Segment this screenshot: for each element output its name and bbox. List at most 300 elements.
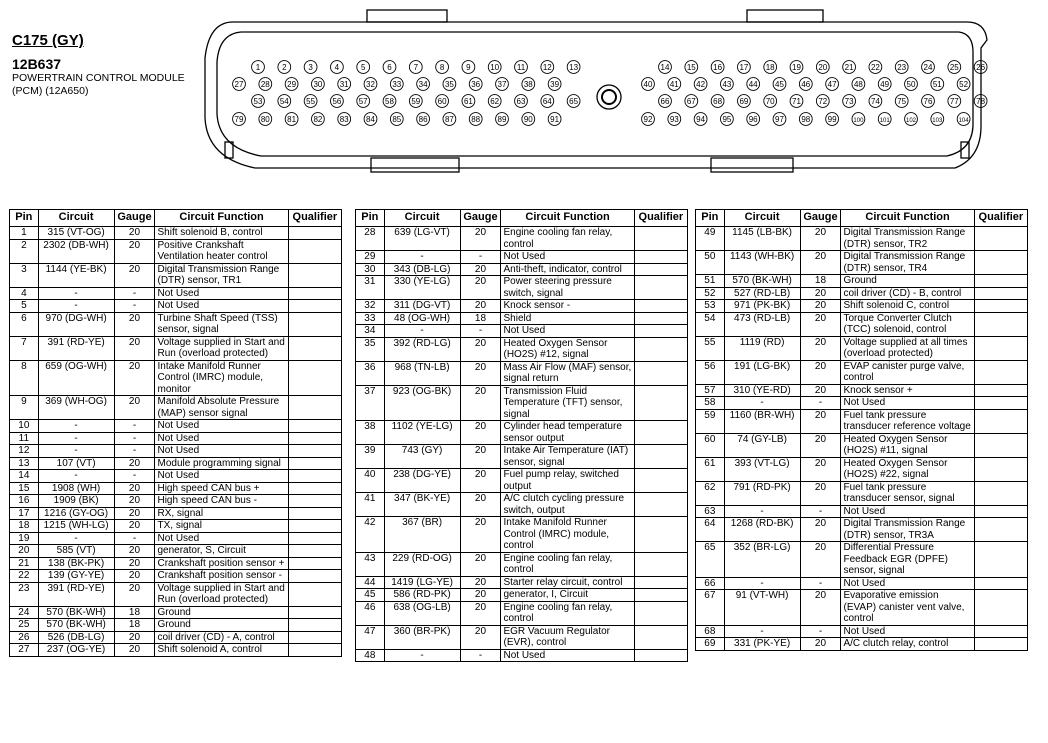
table-row (356, 625, 688, 649)
cell-circuit: 570 (BK-WH) (724, 275, 800, 288)
cell-pin: 48 (356, 649, 385, 662)
table-row (696, 518, 1028, 542)
cell-qualifier (288, 482, 341, 495)
cell-pin: 36 (356, 361, 385, 385)
cell-pin: 42 (356, 517, 385, 553)
column-header: Pin (696, 210, 725, 227)
column-header: Circuit Function (501, 210, 634, 227)
cell-pin: 44 (356, 576, 385, 589)
cell-qualifier (634, 251, 687, 264)
connector-pin-number: 33 (392, 79, 402, 89)
cell-pin: 9 (10, 396, 39, 420)
cell-circuit: - (38, 532, 114, 545)
table-row (696, 638, 1028, 651)
cell-circuit: - (384, 251, 460, 264)
connector-pin-number: 13 (569, 62, 579, 72)
table-row (696, 397, 1028, 410)
cell-circuit: 743 (GY) (384, 445, 460, 469)
connector-pin-number: 88 (471, 114, 481, 124)
connector-pin-number: 53 (253, 96, 263, 106)
cell-qualifier (288, 457, 341, 470)
table-row (356, 576, 688, 589)
cell-circuit: 392 (RD-LG) (384, 337, 460, 361)
connector-pin-number: 71 (792, 96, 801, 106)
cell-circuit: 311 (DG-VT) (384, 300, 460, 313)
cell-gauge: - (460, 251, 501, 264)
cell-gauge: - (114, 420, 155, 433)
cell-qualifier (634, 493, 687, 517)
cell-pin: 61 (696, 457, 725, 481)
cell-circuit: - (384, 649, 460, 662)
connector-pin-number: 43 (722, 79, 732, 89)
cell-function: Fuel tank pressure transducer reference voltage (841, 409, 974, 433)
connector-pin-number: 87 (444, 114, 454, 124)
cell-circuit: 1144 (YE-BK) (38, 263, 114, 287)
table-row (696, 481, 1028, 505)
cell-pin: 45 (356, 589, 385, 602)
cell-pin: 38 (356, 421, 385, 445)
connector-pin-number: 30 (313, 79, 323, 89)
connector-pin-number: 77 (949, 96, 959, 106)
connector-pin-number: 56 (332, 96, 342, 106)
connector-pin-number: 61 (463, 96, 473, 106)
connector-pin-number: 4 (334, 62, 340, 72)
cell-gauge: 20 (800, 384, 841, 397)
pin-table-3 (695, 209, 1028, 651)
connector-pin-number: 28 (260, 79, 270, 89)
cell-pin: 31 (356, 276, 385, 300)
connector-pin-number: 67 (686, 96, 696, 106)
connector-pin-number: 83 (339, 114, 349, 124)
table-row (356, 517, 688, 553)
table-header-row (356, 210, 688, 227)
connector-pin-number: 50 (906, 79, 916, 89)
cell-function: Ground (155, 619, 288, 632)
cell-circuit: 1119 (RD) (724, 336, 800, 360)
cell-gauge: 20 (800, 287, 841, 300)
connector-pin-number: 14 (660, 62, 670, 72)
cell-gauge: 20 (114, 557, 155, 570)
cell-gauge: 20 (460, 445, 501, 469)
connector-pin-number: 64 (542, 96, 552, 106)
connector-pin-number: 70 (765, 96, 775, 106)
cell-pin: 53 (696, 300, 725, 313)
cell-function: Not Used (501, 649, 634, 662)
cell-gauge: - (114, 445, 155, 458)
cell-function: Knock sensor - (501, 300, 634, 313)
cell-function: Crankshaft position sensor + (155, 557, 288, 570)
table-row (696, 590, 1028, 626)
table-row (10, 336, 342, 360)
cell-function: Digital Transmission Range (DTR) sensor, TR4 (841, 251, 974, 275)
cell-function: Voltage supplied in Start and Run (overload protected) (155, 582, 288, 606)
table-row (10, 495, 342, 508)
cell-gauge: - (800, 577, 841, 590)
cell-qualifier (288, 470, 341, 483)
table-row (356, 325, 688, 338)
cell-qualifier (288, 263, 341, 287)
cell-gauge: 20 (114, 520, 155, 533)
cell-function: Shift solenoid A, control (155, 644, 288, 657)
cell-qualifier (974, 577, 1027, 590)
cell-function: Module programming signal (155, 457, 288, 470)
cell-circuit: 331 (PK-YE) (724, 638, 800, 651)
cell-qualifier (288, 582, 341, 606)
cell-qualifier (974, 590, 1027, 626)
cell-qualifier (974, 275, 1027, 288)
connector-pin-number: 24 (923, 62, 933, 72)
cell-gauge: 18 (460, 312, 501, 325)
cell-function: Engine cooling fan relay, control (501, 552, 634, 576)
cell-gauge: 20 (460, 576, 501, 589)
cell-qualifier (288, 336, 341, 360)
connector-pin-number: 35 (444, 79, 454, 89)
cell-qualifier (634, 576, 687, 589)
cell-function: Engine cooling fan relay, control (501, 601, 634, 625)
cell-gauge: 20 (114, 570, 155, 583)
connector-pin-number: 98 (801, 114, 811, 124)
cell-function: A/C clutch cycling pressure switch, output (501, 493, 634, 517)
connector-pin-number: 103 (932, 117, 943, 124)
cell-gauge: 20 (114, 227, 155, 240)
cell-circuit: 1215 (WH-LG) (38, 520, 114, 533)
table-row (10, 520, 342, 533)
connector-pin-number: 72 (818, 96, 828, 106)
cell-pin: 13 (10, 457, 39, 470)
table-row (356, 421, 688, 445)
cell-function: Not Used (155, 287, 288, 300)
module-name-line: POWERTRAIN CONTROL MODULE (12, 72, 185, 84)
connector-pin-number: 100 (853, 117, 864, 124)
cell-gauge: 20 (460, 337, 501, 361)
cell-gauge: - (114, 300, 155, 313)
cell-function: A/C clutch relay, control (841, 638, 974, 651)
cell-function: coil driver (CD) - A, control (155, 631, 288, 644)
cell-circuit: 1160 (BR-WH) (724, 409, 800, 433)
cell-qualifier (288, 432, 341, 445)
cell-function: Turbine Shaft Speed (TSS) sensor, signal (155, 312, 288, 336)
module-name (12, 72, 202, 98)
cell-qualifier (288, 360, 341, 396)
cell-gauge: 20 (460, 385, 501, 421)
cell-gauge: 20 (800, 638, 841, 651)
cell-pin: 60 (696, 433, 725, 457)
table-row (10, 532, 342, 545)
connector-pin-number: 19 (792, 62, 801, 72)
cell-qualifier (974, 360, 1027, 384)
connector-pin-number: 79 (234, 114, 244, 124)
table-row (356, 300, 688, 313)
cell-qualifier (634, 263, 687, 276)
connector-pin-number: 62 (490, 96, 500, 106)
cell-gauge: 20 (460, 469, 501, 493)
connector-pin-number: 55 (306, 96, 316, 106)
table-row (696, 300, 1028, 313)
cell-gauge: 20 (114, 507, 155, 520)
cell-qualifier (288, 619, 341, 632)
cell-function: Intake Air Temperature (IAT) sensor, signal (501, 445, 634, 469)
column-header: Gauge (460, 210, 501, 227)
cell-qualifier (288, 495, 341, 508)
cell-qualifier (974, 227, 1027, 251)
cell-gauge: - (114, 287, 155, 300)
cell-gauge: - (114, 532, 155, 545)
cell-circuit: 74 (GY-LB) (724, 433, 800, 457)
cell-pin: 29 (356, 251, 385, 264)
cell-qualifier (634, 325, 687, 338)
table-row (696, 287, 1028, 300)
cell-gauge: 20 (460, 589, 501, 602)
cell-circuit: 638 (OG-LB) (384, 601, 460, 625)
connector-pin-number: 57 (358, 96, 368, 106)
cell-circuit: - (38, 300, 114, 313)
cell-function: Not Used (155, 470, 288, 483)
table-row (10, 457, 342, 470)
cell-function: Engine cooling fan relay, control (501, 227, 634, 251)
connector-pin-number: 104 (958, 117, 969, 124)
connector-pin-number: 32 (366, 79, 375, 89)
cell-function: Not Used (501, 251, 634, 264)
cell-gauge: - (800, 625, 841, 638)
cell-qualifier (288, 545, 341, 558)
cell-circuit: 639 (LG-VT) (384, 227, 460, 251)
cell-circuit: 970 (DG-WH) (38, 312, 114, 336)
cell-gauge: 20 (114, 644, 155, 657)
table-row (10, 644, 342, 657)
connector-pin-number: 6 (387, 62, 392, 72)
cell-gauge: 18 (114, 606, 155, 619)
cell-circuit: 343 (DB-LG) (384, 263, 460, 276)
table-row (10, 619, 342, 632)
part-number: 12B637 (12, 56, 62, 72)
cell-qualifier (634, 589, 687, 602)
cell-circuit: 526 (DB-LG) (38, 631, 114, 644)
cell-pin: 19 (10, 532, 39, 545)
cell-function: Ground (841, 275, 974, 288)
cell-gauge: 20 (114, 336, 155, 360)
connector-pin-number: 2 (282, 62, 287, 72)
column-header: Qualifier (288, 210, 341, 227)
table-row (696, 577, 1028, 590)
cell-circuit: 91 (VT-WH) (724, 590, 800, 626)
cell-function: Fuel pump relay, switched output (501, 469, 634, 493)
cell-pin: 34 (356, 325, 385, 338)
table-row (10, 545, 342, 558)
cell-function: Not Used (155, 532, 288, 545)
cell-qualifier (634, 625, 687, 649)
cell-pin: 52 (696, 287, 725, 300)
cell-circuit: 347 (BK-YE) (384, 493, 460, 517)
cell-circuit: 330 (YE-LG) (384, 276, 460, 300)
column-header: Circuit (384, 210, 460, 227)
cell-pin: 58 (696, 397, 725, 410)
cell-pin: 2 (10, 239, 39, 263)
cell-function: Power steering pressure switch, signal (501, 276, 634, 300)
cell-qualifier (974, 312, 1027, 336)
connector-pin-number: 81 (287, 114, 297, 124)
connector-pin-number: 97 (775, 114, 784, 124)
table-row (696, 384, 1028, 397)
connector-pin-number: 12 (542, 62, 552, 72)
connector-pin-number: 51 (932, 79, 942, 89)
cell-qualifier (634, 276, 687, 300)
cell-function: Knock sensor + (841, 384, 974, 397)
cell-qualifier (634, 445, 687, 469)
cell-circuit: 369 (WH-OG) (38, 396, 114, 420)
table-row (10, 557, 342, 570)
cell-function: EVAP canister purge valve, control (841, 360, 974, 384)
table-row (696, 625, 1028, 638)
cell-circuit: 352 (BR-LG) (724, 542, 800, 578)
table-row (10, 582, 342, 606)
column-header: Gauge (114, 210, 155, 227)
cell-gauge: 20 (800, 518, 841, 542)
cell-qualifier (288, 227, 341, 240)
table-row (696, 542, 1028, 578)
cell-function: Shift solenoid B, control (155, 227, 288, 240)
cell-function: Cylinder head temperature sensor output (501, 421, 634, 445)
cell-gauge: 20 (800, 336, 841, 360)
cell-qualifier (974, 518, 1027, 542)
cell-circuit: - (724, 397, 800, 410)
cell-function: Not Used (841, 505, 974, 518)
cell-function: High speed CAN bus - (155, 495, 288, 508)
cell-function: Transmission Fluid Temperature (TFT) sensor, signal (501, 385, 634, 421)
cell-function: Differential Pressure Feedback EGR (DPFE) sensor, signal (841, 542, 974, 578)
cell-qualifier (288, 606, 341, 619)
cell-function: Not Used (155, 420, 288, 433)
cell-qualifier (634, 337, 687, 361)
cell-circuit: 586 (RD-PK) (384, 589, 460, 602)
table-row (10, 300, 342, 313)
cell-pin: 50 (696, 251, 725, 275)
cell-qualifier (634, 421, 687, 445)
connector-pin-number: 54 (279, 96, 289, 106)
cell-qualifier (974, 336, 1027, 360)
cell-circuit: - (38, 432, 114, 445)
cell-circuit: 570 (BK-WH) (38, 606, 114, 619)
cell-gauge: 20 (800, 360, 841, 384)
cell-gauge: 20 (114, 457, 155, 470)
cell-circuit: 1216 (GY-OG) (38, 507, 114, 520)
cell-gauge: - (460, 325, 501, 338)
cell-pin: 21 (10, 557, 39, 570)
cell-circuit: - (384, 325, 460, 338)
cell-circuit: 139 (GY-YE) (38, 570, 114, 583)
cell-pin: 6 (10, 312, 39, 336)
table-row (356, 227, 688, 251)
cell-pin: 63 (696, 505, 725, 518)
cell-function: Intake Manifold Runner Control (IMRC) module, control (501, 517, 634, 553)
cell-gauge: - (114, 432, 155, 445)
cell-qualifier (974, 384, 1027, 397)
cell-pin: 10 (10, 420, 39, 433)
cell-function: Not Used (841, 625, 974, 638)
cell-function: Not Used (155, 300, 288, 313)
cell-pin: 56 (696, 360, 725, 384)
cell-function: Shift solenoid C, control (841, 300, 974, 313)
cell-circuit: - (38, 420, 114, 433)
cell-pin: 15 (10, 482, 39, 495)
table-row (696, 360, 1028, 384)
cell-function: Crankshaft position sensor - (155, 570, 288, 583)
table-row (696, 251, 1028, 275)
cell-function: Not Used (501, 325, 634, 338)
cell-gauge: 20 (460, 601, 501, 625)
cell-function: Manifold Absolute Pressure (MAP) sensor signal (155, 396, 288, 420)
cell-pin: 14 (10, 470, 39, 483)
connector-pin-number: 69 (739, 96, 749, 106)
cell-gauge: 20 (800, 590, 841, 626)
connector-pin-number: 22 (870, 62, 880, 72)
cell-pin: 26 (10, 631, 39, 644)
table-row (10, 432, 342, 445)
cell-qualifier (288, 396, 341, 420)
cell-qualifier (288, 644, 341, 657)
cell-pin: 17 (10, 507, 39, 520)
connector-pin-number: 40 (643, 79, 653, 89)
table-row (356, 276, 688, 300)
table-row (356, 445, 688, 469)
cell-pin: 24 (10, 606, 39, 619)
cell-pin: 1 (10, 227, 39, 240)
cell-pin: 16 (10, 495, 39, 508)
connector-pin-number: 101 (879, 117, 890, 124)
connector-pin-number: 21 (844, 62, 854, 72)
cell-circuit: 1143 (WH-BK) (724, 251, 800, 275)
table-row (356, 493, 688, 517)
table-row (356, 385, 688, 421)
cell-circuit: 1102 (YE-LG) (384, 421, 460, 445)
connector-pin-number: 3 (308, 62, 313, 72)
cell-pin: 22 (10, 570, 39, 583)
cell-function: Digital Transmission Range (DTR) sensor, TR3A (841, 518, 974, 542)
cell-pin: 5 (10, 300, 39, 313)
table-row (10, 631, 342, 644)
cell-circuit: 391 (RD-YE) (38, 336, 114, 360)
cell-qualifier (974, 638, 1027, 651)
cell-gauge: 20 (114, 545, 155, 558)
table-header-row (696, 210, 1028, 227)
table-row (696, 505, 1028, 518)
cell-gauge: 20 (114, 396, 155, 420)
cell-gauge: 20 (800, 251, 841, 275)
cell-pin: 18 (10, 520, 39, 533)
cell-pin: 23 (10, 582, 39, 606)
cell-pin: 64 (696, 518, 725, 542)
cell-circuit: 473 (RD-LB) (724, 312, 800, 336)
connector-pin-number: 17 (739, 62, 749, 72)
cell-circuit: 191 (LG-BK) (724, 360, 800, 384)
cell-pin: 11 (10, 432, 39, 445)
table-row (356, 589, 688, 602)
pin-table-1 (9, 209, 342, 657)
table-row (696, 457, 1028, 481)
connector-pin-number: 90 (523, 114, 533, 124)
cell-function: generator, S, Circuit (155, 545, 288, 558)
cell-pin: 54 (696, 312, 725, 336)
cell-circuit: 107 (VT) (38, 457, 114, 470)
cell-circuit: 659 (OG-WH) (38, 360, 114, 396)
cell-pin: 40 (356, 469, 385, 493)
cell-gauge: 20 (460, 276, 501, 300)
cell-circuit: - (724, 505, 800, 518)
cell-function: Not Used (155, 432, 288, 445)
table-row (10, 396, 342, 420)
table-row (356, 312, 688, 325)
cell-pin: 57 (696, 384, 725, 397)
cell-qualifier (288, 532, 341, 545)
